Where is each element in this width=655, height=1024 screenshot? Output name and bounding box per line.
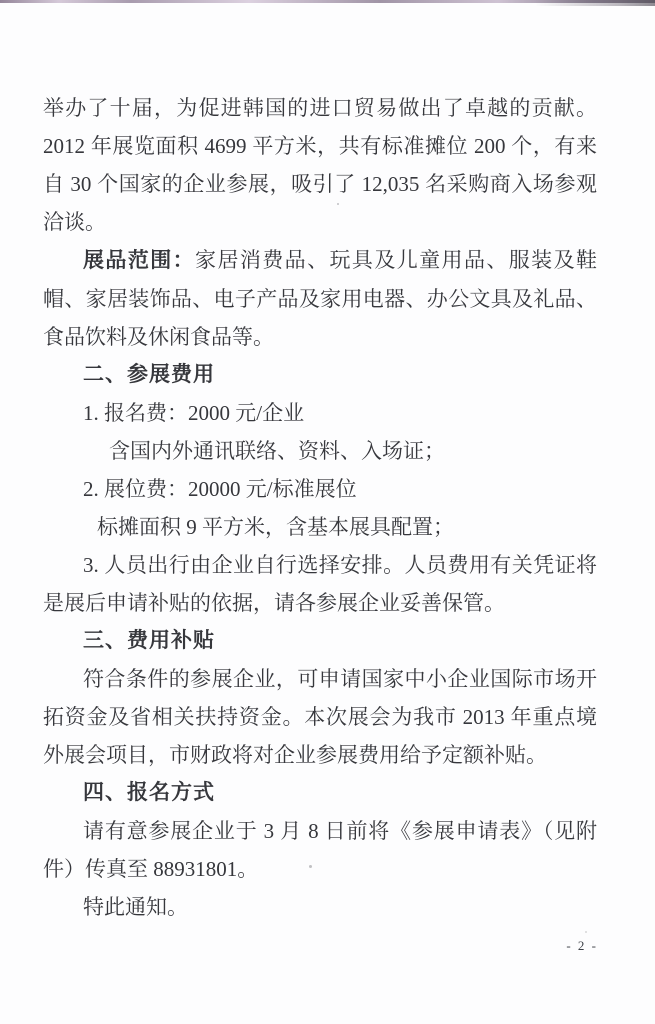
section-heading-registration: 四、报名方式: [83, 781, 215, 804]
registration-paragraph: 请有意参展企业于 3 月 8 日前将《参展申请表》（见附件）传真至 88931801。: [43, 819, 597, 881]
section-heading-subsidy: 三、费用补贴: [83, 629, 215, 652]
fee-item-booth: 2. 展位费：20000 元/标准展位: [83, 477, 357, 501]
fee-item-registration: 1. 报名费：2000 元/企业: [83, 401, 305, 425]
exhibit-scope-text: 家居消费品、玩具及儿童用品、服装及鞋帽、家居装饰品、电子产品及家用电器、办公文具及礼品、食品饮料及休闲食品等。: [43, 248, 597, 349]
subsidy-paragraph: 符合条件的参展企业，可申请国家中小企业国际市场开拓资金及省相关扶持资金。本次展会为我市 2013 年重点境外展会项目，市财政将对企业参展费用给予定额补贴。: [43, 667, 597, 767]
closing-notice: 特此通知。: [83, 895, 188, 919]
document-body: [43, 89, 597, 926]
fee-item-personnel: 3. 人员出行由企业自行选择安排。人员费用有关凭证将是展后申请补贴的依据，请各参展企业妥善保管。: [43, 553, 597, 615]
fee-item-registration-note: 含国内外通讯联络、资料、入场证；: [109, 439, 445, 463]
page-number: - 2 -: [566, 938, 598, 953]
scan-edge-artifact: [0, 0, 655, 3]
exhibit-scope-paragraph: [43, 241, 597, 356]
scan-speckle: [309, 865, 312, 868]
section-heading-fees: 二、参展费用: [83, 363, 215, 386]
exhibit-scope-label: 展品范围：: [83, 249, 196, 272]
intro-paragraph: 举办了十届，为促进韩国的进口贸易做出了卓越的贡献。2012 年展览面积 4699 平方米，共有标准摊位 200 个，有来自 30 个国家的企业参展，吸引了 12,035 名采购商入场参观洽谈。: [43, 96, 597, 234]
fee-item-booth-note: 标摊面积 9 平方米，含基本展具配置；: [97, 515, 454, 539]
scan-speckle: [337, 203, 339, 205]
scan-speckle: [585, 931, 587, 933]
